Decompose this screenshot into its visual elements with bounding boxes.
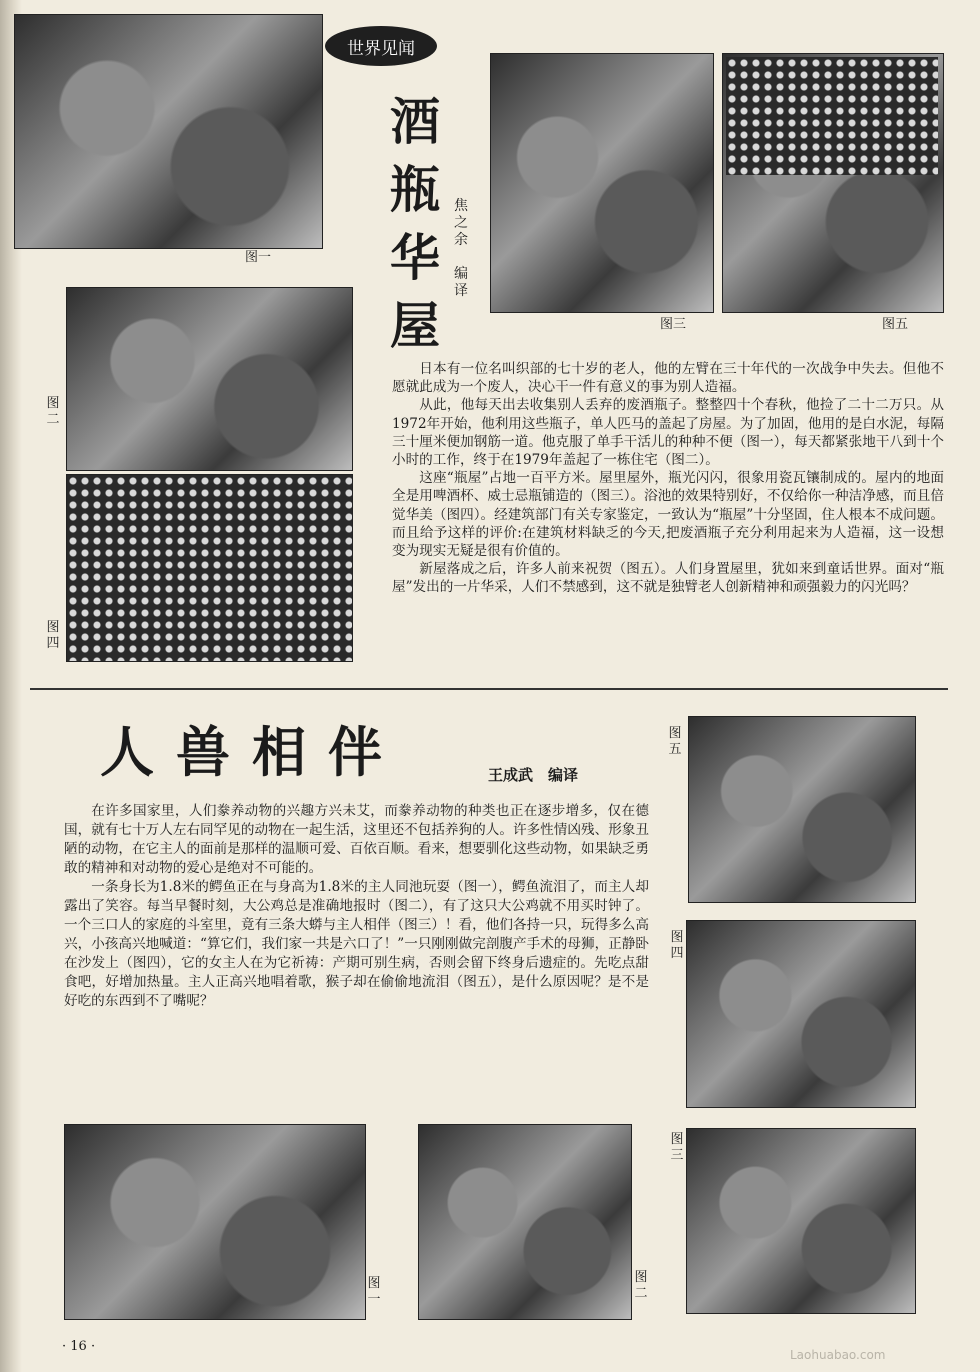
article2-paragraph: 在许多国家里，人们豢养动物的兴趣方兴未艾，而豢养动物的种类也正在逐步增多，仅在德国，就有七十万人左右同罕见的动物在一起生活，这里还不包括养狗的人。许多性情凶残、形象丑陋的动物，在它主人的面前是那样的温顺可爱、百依百顺。看来，想要驯化这些动物，如果缺乏勇敢的精神和对动物的爱心是绝对不可能的。 [64, 803, 649, 876]
author-char: 焦 [454, 198, 468, 214]
article2-paragraph: 一条身长为1.8米的鳄鱼正在与身高为1.8米的主人同池玩耍（图一），鳄鱼流泪了，而主人却露出了笑容。每当早餐时刻，大公鸡总是准确地报时（图二），有了这只大公鸡就不用买时钟了。一个三口人的家庭的斗室里，竟有三条大蟒与主人相伴（图三）！看，他们各持一只，玩得多么高兴，小孩高兴地喊道：“算它们，我们家一共是六口了！”一只刚刚做完剖腹产手术的母狮，正静卧在沙发上（图四），它的女主人在为它祈祷：产期可别生病，否则会留下终身后遗症的。先吃点甜食吧，好增加热量。主人正高兴地唱着歌，猴子却在偷偷地流泪（图五），是什么原因呢？是不是好吃的东西到不了嘴呢？ [64, 879, 649, 1009]
article1-paragraph: 日本有一位名叫织部的七十岁的老人，他的左臂在三十年代的一次战争中失去。但他不愿就此成为一个废人，决心干一件有意义的事为别人造福。 [392, 361, 944, 396]
caption-a1-fig1: 图一 [245, 250, 272, 265]
caption-a1-fig3: 图三 [660, 317, 687, 332]
article1-author [452, 198, 470, 300]
photo-woman-with-rooster [418, 1124, 632, 1320]
photo-family-with-pythons [686, 1128, 916, 1314]
photo-man-with-crocodile [64, 1124, 366, 1320]
page-number: · 16 · [62, 1339, 96, 1354]
author-char: 编 [454, 266, 468, 282]
caption-a2-fig2: 图二 [634, 1270, 648, 1301]
article1-paragraph: 新屋落成之后，许多人前来祝贺（图五）。人们身置屋里，犹如来到童话世界。面对“瓶屋”发出的一片华采，人们不禁感到，这不就是独臂老人创新精神和顽强毅力的闪光吗？ [392, 561, 944, 596]
photo-bathroom-bottle-walls [66, 474, 353, 662]
article1-body [392, 360, 944, 597]
watermark: Laohuabao.com [790, 1348, 886, 1362]
caption-a1-fig4: 图四 [46, 620, 60, 651]
article1-paragraph: 从此，他每天出去收集别人丢弃的废酒瓶子。整整四十个春秋，他捡了二十二万只。从1972年开始，他利用这些瓶子，单人匹马的盖起了房屋。为了加固，他用的是白水泥，每隔三十厘米便加钢筋一道。他克服了单手干活儿的种种不便（图一），每天都紧张地干八到十个小时的工作，终于在1979年盖起了一栋住宅（图二）。 [392, 397, 944, 469]
caption-a2-fig3: 图三 [670, 1132, 684, 1163]
photo-man-building-bottle-wall [14, 14, 323, 249]
photo-woman-with-lioness [686, 920, 916, 1108]
caption-a1-fig2: 图二 [46, 396, 60, 427]
caption-a2-fig5: 图五 [668, 726, 682, 757]
caption-a1-fig5: 图五 [882, 317, 909, 332]
author-char: 之 [454, 215, 468, 231]
photo-man-with-monkey [688, 716, 916, 903]
section-divider [30, 688, 948, 690]
article1-title-char: 华 [390, 228, 440, 287]
article2-author: 王成武 编译 [488, 766, 579, 784]
article2-body [64, 802, 649, 1011]
article1-paragraph: 这座“瓶屋”占地一百平方米。屋里屋外，瓶光闪闪，很象用瓷瓦镶制成的。屋内的地面全是用啤酒杯、威士忌瓶铺造的（图三）。浴池的效果特别好，不仅给你一种洁净感，而且倍觉华美（图四）。经建筑部门有关专家鉴定，一致认为“瓶屋”十分坚固，住人根本不成问题。而且给予这样的评价:在建筑材料缺乏的今天,把废酒瓶子充分利用起来为人造福，这一设想变为现实无疑是很有价值的。 [392, 470, 944, 560]
article1-title [385, 88, 445, 360]
photo-bottle-floor [490, 53, 714, 313]
photo-bottle-house-exterior [66, 287, 353, 471]
article1-title-char: 瓶 [390, 160, 440, 219]
caption-a2-fig1: 图一 [367, 1276, 381, 1307]
article2-title: 人兽相伴 [100, 721, 404, 784]
author-char: 余 [454, 232, 468, 248]
section-badge: 世界见闻 [325, 26, 437, 66]
author-gap [452, 249, 470, 266]
author-char: 译 [454, 283, 468, 299]
article1-title-char: 酒 [390, 92, 440, 151]
article1-title-char: 屋 [390, 296, 440, 355]
caption-a2-fig4: 图四 [670, 930, 684, 961]
photo-bottle-wall-texture [726, 57, 938, 175]
